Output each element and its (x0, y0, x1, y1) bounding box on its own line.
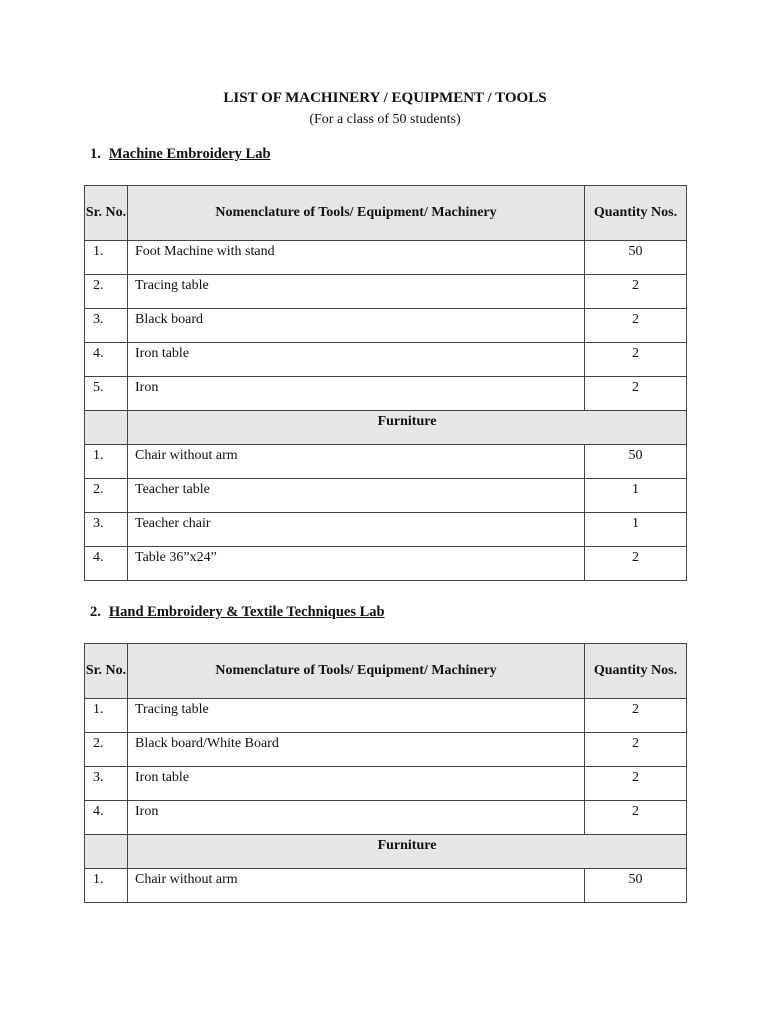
table-row (85, 445, 687, 479)
equipment-table-2 (84, 643, 687, 903)
cell-item: Iron table (128, 767, 585, 801)
furniture-subheader-row (85, 411, 687, 445)
table-row (85, 309, 687, 343)
table-row (85, 275, 687, 309)
furniture-label: Furniture (128, 835, 687, 869)
cell-item: Tracing table (128, 275, 585, 309)
table-row (85, 547, 687, 581)
cell-qty: 2 (585, 343, 687, 377)
table-row (85, 513, 687, 547)
cell-item: Chair without arm (128, 869, 585, 903)
cell-empty (85, 835, 128, 869)
cell-item: Teacher table (128, 479, 585, 513)
table-row (85, 733, 687, 767)
header-nomenclature: Nomenclature of Tools/ Equipment/ Machinery (128, 186, 585, 241)
cell-qty: 1 (585, 513, 687, 547)
cell-qty: 2 (585, 377, 687, 411)
document-subtitle: (For a class of 50 students) (309, 112, 461, 127)
cell-item: Black board (128, 309, 585, 343)
table-row (85, 869, 687, 903)
cell-qty: 50 (585, 445, 687, 479)
cell-sr: 1. (85, 241, 128, 275)
header-quantity: Quantity Nos. (585, 644, 687, 699)
header-quantity: Quantity Nos. (585, 186, 687, 241)
table-row (85, 479, 687, 513)
section-number: 1. (90, 146, 101, 162)
cell-empty (85, 411, 128, 445)
cell-sr: 5. (85, 377, 128, 411)
cell-qty: 2 (585, 699, 687, 733)
section-name: Hand Embroidery & Textile Techniques Lab (108, 604, 385, 620)
cell-sr: 1. (85, 869, 128, 903)
furniture-subheader-row (85, 835, 687, 869)
cell-item: Teacher chair (128, 513, 585, 547)
cell-qty: 2 (585, 275, 687, 309)
table-row (85, 343, 687, 377)
cell-sr: 2. (85, 479, 128, 513)
furniture-label: Furniture (128, 411, 687, 445)
cell-sr: 4. (85, 801, 128, 835)
cell-qty: 2 (585, 547, 687, 581)
cell-qty: 50 (585, 241, 687, 275)
cell-item: Foot Machine with stand (128, 241, 585, 275)
table-row (85, 767, 687, 801)
cell-qty: 50 (585, 869, 687, 903)
cell-qty: 2 (585, 801, 687, 835)
table-row (85, 699, 687, 733)
cell-sr: 2. (85, 275, 128, 309)
section-number: 2. (90, 604, 101, 620)
cell-item: Iron (128, 377, 585, 411)
table-row (85, 801, 687, 835)
cell-sr: 4. (85, 343, 128, 377)
cell-sr: 1. (85, 445, 128, 479)
cell-item: Iron (128, 801, 585, 835)
equipment-table-1 (84, 185, 687, 581)
document-title: LIST OF MACHINERY / EQUIPMENT / TOOLS (223, 90, 547, 106)
header-sr-no: Sr. No. (85, 644, 128, 699)
section-name: Machine Embroidery Lab (108, 146, 271, 162)
cell-item: Iron table (128, 343, 585, 377)
cell-qty: 2 (585, 767, 687, 801)
header-sr-no: Sr. No. (85, 186, 128, 241)
cell-sr: 3. (85, 767, 128, 801)
section-heading-1 (90, 146, 271, 163)
cell-item: Black board/White Board (128, 733, 585, 767)
section-heading-2 (90, 604, 385, 621)
cell-item: Tracing table (128, 699, 585, 733)
table-row (85, 377, 687, 411)
cell-sr: 2. (85, 733, 128, 767)
cell-sr: 3. (85, 309, 128, 343)
cell-sr: 1. (85, 699, 128, 733)
cell-sr: 4. (85, 547, 128, 581)
cell-sr: 3. (85, 513, 128, 547)
cell-item: Table 36”x24” (128, 547, 585, 581)
header-nomenclature: Nomenclature of Tools/ Equipment/ Machinery (128, 644, 585, 699)
cell-item: Chair without arm (128, 445, 585, 479)
table-row (85, 241, 687, 275)
cell-qty: 2 (585, 733, 687, 767)
cell-qty: 1 (585, 479, 687, 513)
cell-qty: 2 (585, 309, 687, 343)
